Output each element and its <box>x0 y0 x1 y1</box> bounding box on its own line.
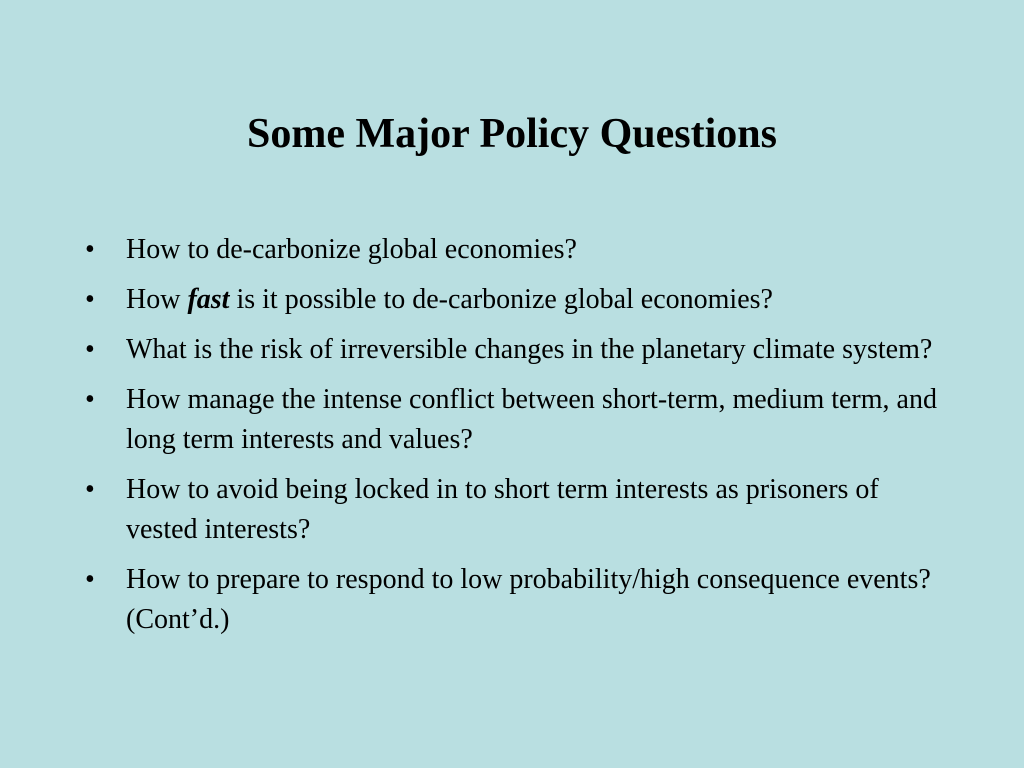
bullet-marker: • <box>85 234 95 265</box>
slide-title: Some Major Policy Questions <box>246 111 777 157</box>
bullet-item <box>85 470 945 550</box>
bullet-item <box>85 560 945 640</box>
bullet-text-suffix: is it possible to de-carbonize global economies? <box>229 284 773 315</box>
bullet-item <box>85 280 945 320</box>
bullet-text: How to prepare to respond to low probability/high consequence events? (Cont’d.) <box>126 564 931 635</box>
bullet-item <box>85 330 945 370</box>
bullet-text: What is the risk of irreversible changes in the planetary climate system? <box>126 334 933 365</box>
bullet-text: How to avoid being locked in to short term interests as prisoners of vested interests? <box>126 474 879 545</box>
bullet-marker: • <box>85 334 95 365</box>
bullet-text: How manage the intense conflict between short-term, medium term, and long term interests and values? <box>126 384 937 455</box>
bullet-marker: • <box>85 564 95 595</box>
bullet-list <box>85 230 945 650</box>
bullet-marker: • <box>85 384 95 415</box>
bullet-item <box>85 230 945 270</box>
bullet-marker: • <box>85 474 95 505</box>
bullet-text-prefix: How <box>126 284 188 315</box>
bullet-emphasis: fast <box>187 284 230 315</box>
bullet-text: How to de-carbonize global economies? <box>126 234 577 265</box>
bullet-marker: • <box>85 284 95 315</box>
bullet-item <box>85 380 945 460</box>
